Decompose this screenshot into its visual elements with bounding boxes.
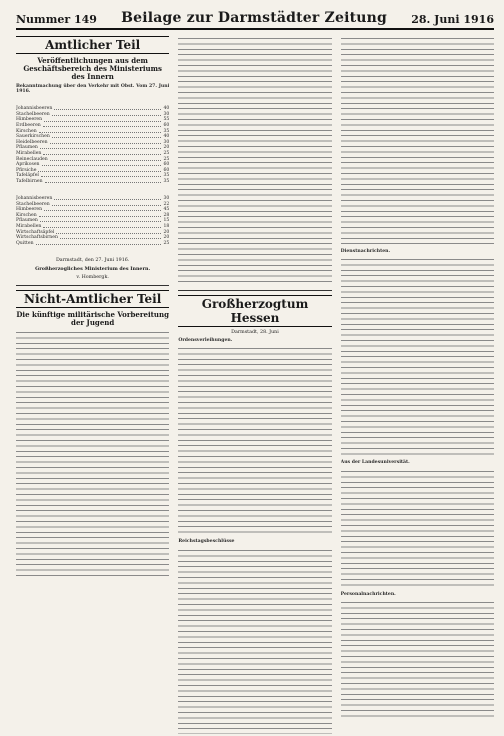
leader-dots xyxy=(43,224,161,228)
price-row xyxy=(16,179,169,185)
price-item: Pfirsiche xyxy=(16,167,37,173)
price-item: Tafelbirnen xyxy=(16,178,43,184)
signature-name: v. Hombergk. xyxy=(76,274,109,280)
price-list-b xyxy=(16,196,169,246)
divider xyxy=(178,290,331,291)
price-list-a xyxy=(16,106,169,184)
price-value: 60 xyxy=(163,167,170,173)
price-value: 15 xyxy=(163,218,170,224)
signature-office-text: Großherzogliches Ministerium des Innern. xyxy=(35,265,151,272)
body-text xyxy=(178,548,331,734)
section-unofficial: Nicht-Amtlicher Teil xyxy=(16,290,169,308)
price-value: 30 xyxy=(163,139,170,145)
price-item: Wirtschaftsäpfel xyxy=(16,229,55,235)
body-text xyxy=(178,346,331,536)
price-value: 18 xyxy=(163,223,170,229)
price-value: 20 xyxy=(163,229,170,235)
masthead xyxy=(16,6,494,30)
price-item: Kirschen xyxy=(16,128,37,134)
body-text xyxy=(341,36,494,246)
price-item: Mirabellen xyxy=(16,223,42,229)
headline-ministry: Veröffentlichungen aus dem Geschäftsbereich des Ministeriums des Innern xyxy=(23,56,162,81)
section-hessen: Großherzogtum Hessen xyxy=(178,295,331,327)
price-item: Mirabellen xyxy=(16,150,42,156)
body-text xyxy=(178,36,331,286)
price-item: Stachelbeeren xyxy=(16,111,50,117)
signature-place: Darmstadt, den 27. Juni 1916. xyxy=(55,257,130,263)
leader-dots xyxy=(52,202,162,206)
price-value: 35 xyxy=(163,178,170,184)
leader-dots xyxy=(44,117,161,121)
section-official: Amtlicher Teil xyxy=(16,36,169,54)
price-value: 20 xyxy=(163,145,170,151)
price-item: Johannisbeeren xyxy=(16,195,53,201)
dateline: Darmstadt, 28. Juni xyxy=(231,330,279,335)
body-text xyxy=(341,600,494,720)
price-value: 35 xyxy=(163,173,170,179)
price-value: 60 xyxy=(163,162,170,168)
leader-dots xyxy=(40,218,162,222)
price-item: Wirtschaftsbirnen xyxy=(16,235,58,241)
price-value: 28 xyxy=(163,212,170,218)
price-item: Himbeeren xyxy=(16,117,43,123)
price-value: 35 xyxy=(163,128,170,134)
paper-title: Beilage zur Darmstädter Zeitung xyxy=(121,10,387,26)
notice-fruit: Bekanntmachung über den Verkehr mit Obst. Vom 27. Juni 1916. xyxy=(16,84,170,95)
price-row xyxy=(16,241,169,247)
leader-dots xyxy=(40,145,162,149)
price-item: Tafeläpfel xyxy=(16,173,39,179)
price-value: 22 xyxy=(163,201,170,207)
price-item: Aprikosen xyxy=(16,162,40,168)
subhead-personal: Personalnachrichten. xyxy=(340,591,396,597)
leader-dots xyxy=(50,157,162,161)
leader-dots xyxy=(39,213,162,217)
leader-dots xyxy=(60,235,162,239)
price-item: Pflaumen xyxy=(16,145,38,151)
issue-number: Nummer 149 xyxy=(16,13,97,26)
leader-dots xyxy=(45,179,162,183)
price-item: Reineclauden xyxy=(16,156,48,162)
leader-dots xyxy=(39,129,162,133)
signature-office xyxy=(16,266,169,273)
price-value: 30 xyxy=(163,195,170,201)
price-item: Johannisbeeren xyxy=(16,106,53,112)
body-text xyxy=(16,249,169,254)
price-value: 25 xyxy=(163,156,170,162)
headline-youth: Die künftige militärische Vorbereitung der Jugend xyxy=(16,309,169,327)
price-item: Pflaumen xyxy=(16,218,38,224)
price-value: 25 xyxy=(163,240,170,246)
leader-dots xyxy=(52,134,162,138)
subhead-university: Aus der Landesuniversität. xyxy=(340,460,410,466)
leader-dots xyxy=(56,230,161,234)
body-text xyxy=(16,188,169,193)
leader-dots xyxy=(50,140,162,144)
price-item: Sauerkirschen xyxy=(16,134,50,140)
price-value: 45 xyxy=(163,207,170,213)
leader-dots xyxy=(44,207,161,211)
body-text xyxy=(16,98,169,103)
column-right xyxy=(341,36,494,734)
subhead-orders: Ordensverleihungen. xyxy=(178,338,233,343)
price-value: 40 xyxy=(163,106,170,112)
price-item: Stachelbeeren xyxy=(16,201,50,207)
issue-date: 28. Juni 1916 xyxy=(411,13,494,26)
leader-dots xyxy=(36,241,162,245)
leader-dots xyxy=(43,151,161,155)
leader-dots xyxy=(54,196,161,200)
column-middle xyxy=(178,36,331,734)
price-value: 30 xyxy=(163,111,170,117)
body-text xyxy=(16,330,169,580)
leader-dots xyxy=(43,123,162,127)
subhead-service: Dienstnachrichten. xyxy=(340,249,391,254)
leader-dots xyxy=(38,168,161,172)
subhead-reichstag: Reichstagsbeschlüsse xyxy=(178,539,235,545)
price-value: 40 xyxy=(163,134,170,140)
price-item: Kirschen xyxy=(16,212,37,218)
leader-dots xyxy=(42,162,162,166)
price-value: 20 xyxy=(163,235,170,241)
column-left xyxy=(16,36,169,734)
price-item: Quitten xyxy=(16,240,34,246)
leader-dots xyxy=(52,112,162,116)
price-value: 55 xyxy=(163,117,170,123)
price-item: Erdbeeren xyxy=(16,123,41,128)
body-text xyxy=(341,257,494,457)
body-text xyxy=(341,469,494,589)
price-value: 25 xyxy=(163,150,170,156)
price-item: Himbeeren xyxy=(16,207,43,213)
price-value: 60 xyxy=(163,123,170,128)
leader-dots xyxy=(54,106,161,110)
leader-dots xyxy=(41,173,162,177)
columns xyxy=(16,36,494,734)
price-item: Heidelbeeren xyxy=(16,139,48,145)
divider xyxy=(16,285,169,286)
